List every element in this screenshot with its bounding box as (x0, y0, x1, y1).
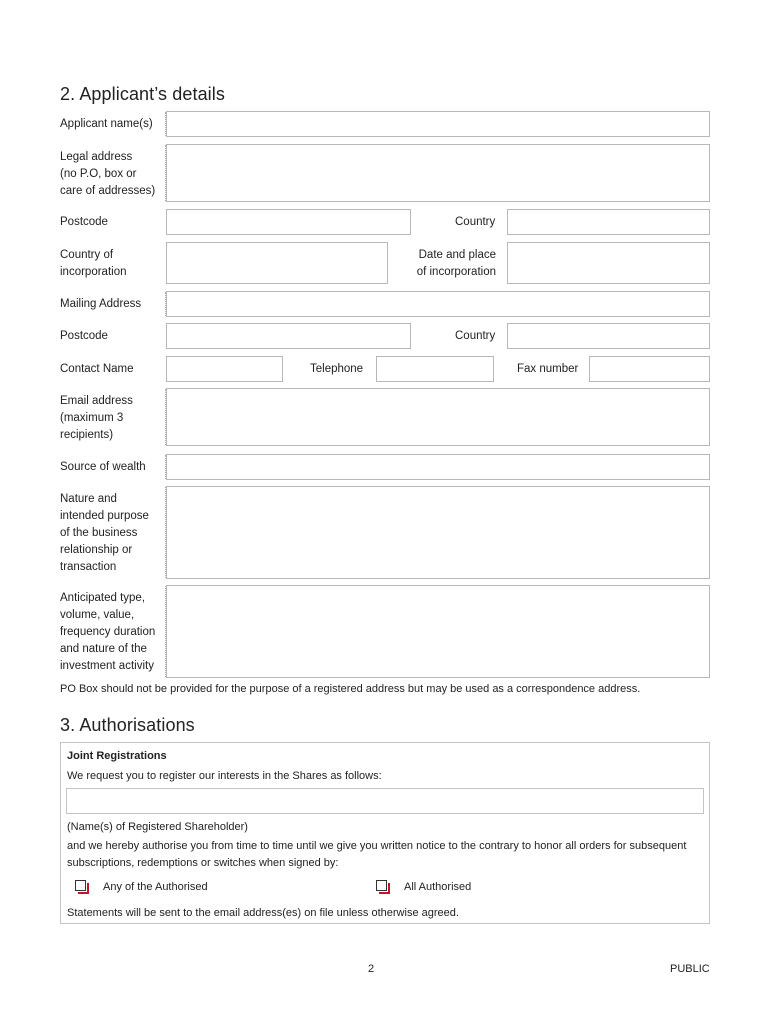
page-number: 2 (368, 963, 375, 975)
register-request-text: We request you to register our interests in the Shares as follows: (67, 770, 382, 782)
registered-shareholder-field[interactable] (66, 788, 704, 814)
fax-number-label: Fax number (517, 363, 579, 375)
contact-name-field[interactable] (166, 356, 283, 382)
source-of-wealth-label: Source of wealth (60, 461, 146, 473)
contact-name-label: Contact Name (60, 363, 134, 375)
classification-label: PUBLIC (670, 963, 710, 975)
postcode-field[interactable] (166, 209, 411, 235)
authorise-text: and we hereby authorise you from time to time until we give you written notice to the contrary to honor all orders for subsequent subscriptions, redemptions or switches when signed by: (67, 840, 687, 869)
country-field[interactable] (507, 209, 710, 235)
country-label: Country (455, 330, 496, 342)
statements-text: Statements will be sent to the email address(es) on file unless otherwise agreed. (67, 907, 459, 919)
applicant-names-label: Applicant name(s) (60, 118, 153, 130)
legal-address-label: Legal address (no P.O, box or care of addresses) (60, 151, 156, 197)
anticipated-activity-label: Anticipated type, volume, value, frequency duration and nature of the investment activity (60, 592, 156, 672)
mailing-country-field[interactable] (507, 323, 710, 349)
mailing-address-label: Mailing Address (60, 298, 142, 310)
fax-number-field[interactable] (589, 356, 710, 382)
joint-registrations-title: Joint Registrations (67, 750, 167, 762)
postcode-label: Postcode (60, 216, 108, 228)
country-of-incorporation-field[interactable] (166, 242, 388, 284)
section-3-heading: 3. Authorisations (60, 715, 195, 735)
telephone-label: Telephone (310, 363, 364, 375)
country-of-incorporation-label: Country of incorporation (60, 249, 127, 278)
nature-purpose-label: Nature and intended purpose of the business relationship or transaction (60, 493, 149, 573)
mailing-postcode-field[interactable] (166, 323, 411, 349)
source-of-wealth-field[interactable] (166, 454, 710, 480)
all-authorised-checkbox[interactable] (376, 880, 387, 891)
postcode-label: Postcode (60, 330, 108, 342)
email-address-field[interactable] (166, 388, 710, 446)
any-authorised-checkbox[interactable] (75, 880, 86, 891)
date-place-incorporation-label: Date and place of incorporation (416, 249, 496, 278)
mailing-address-field[interactable] (166, 291, 710, 317)
any-authorised-label: Any of the Authorised (103, 881, 208, 893)
anticipated-activity-field[interactable] (166, 585, 710, 678)
email-address-label: Email address (maximum 3 recipients) (60, 395, 133, 441)
applicant-names-field[interactable] (166, 111, 710, 137)
all-authorised-label: All Authorised (404, 881, 472, 893)
legal-address-field[interactable] (166, 144, 710, 202)
shareholder-caption: (Name(s) of Registered Shareholder) (67, 821, 248, 833)
country-label: Country (455, 216, 496, 228)
nature-purpose-field[interactable] (166, 486, 710, 579)
section-2-heading: 2. Applicant’s details (60, 84, 225, 104)
po-box-note: PO Box should not be provided for the purpose of a registered address but may be used as a correspondence address. (60, 683, 641, 695)
telephone-field[interactable] (376, 356, 494, 382)
authorisations-panel (60, 742, 710, 924)
date-place-incorporation-field[interactable] (507, 242, 710, 284)
